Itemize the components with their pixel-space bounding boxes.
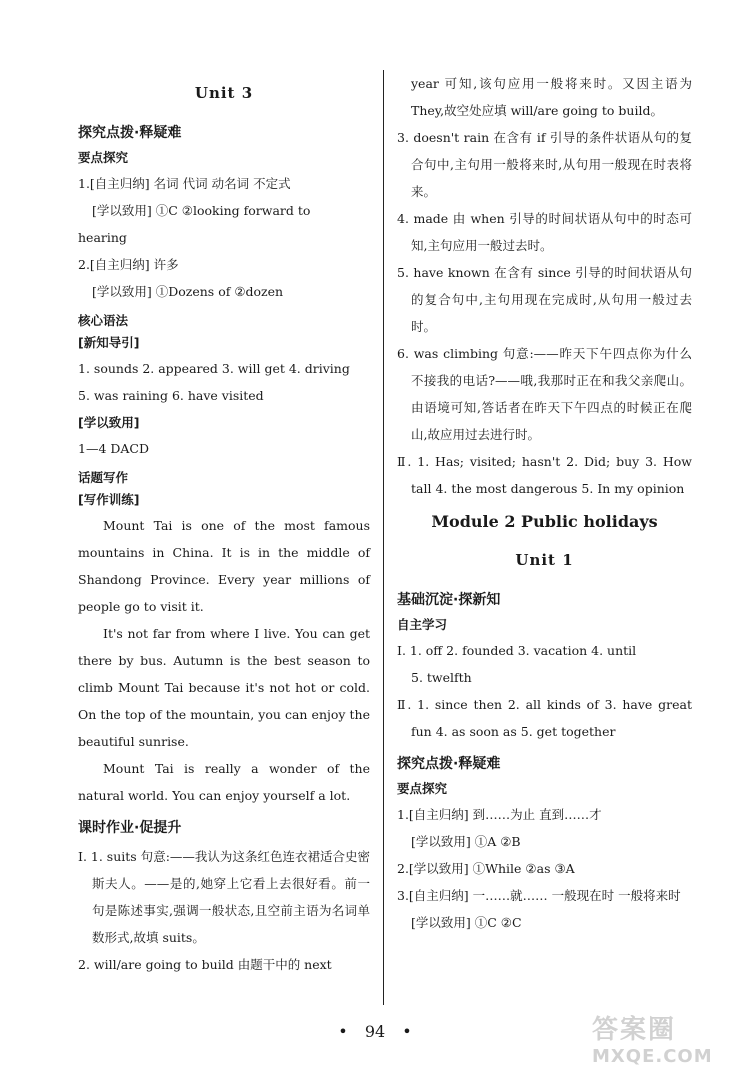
bracket-heading: [学以致用] <box>78 415 140 430</box>
subsection-heading: 要点探究 <box>78 150 129 165</box>
section-heading: 基础沉淀·探新知 <box>397 592 501 608</box>
answer-line: Ⅰ. 1. off 2. founded 3. vacation 4. until <box>397 643 637 658</box>
answer-item: 4. made 由 when 引导的时间状语从句中的时态可知,主句应用一般过去时。 <box>397 211 692 253</box>
left-column <box>78 70 370 978</box>
answer-line: [学以致用] ①C ②looking forward to <box>92 203 311 218</box>
answer-line: [学以致用] ①C ②C <box>411 915 522 930</box>
watermark-text: 答案圈 <box>592 1015 677 1045</box>
footer-dot: • <box>338 1022 348 1041</box>
subsection-heading: 话题写作 <box>78 470 129 485</box>
answer-item: 5. have known 在含有 since 引导的时间状语从句的复合句中,主句用现在完成时,从句用一般过去时。 <box>397 265 692 334</box>
section-heading: 探究点拨·释疑难 <box>397 756 501 772</box>
answer-line: 1. sounds 2. appeared 3. will get 4. driving <box>78 361 350 376</box>
subsection-heading: 自主学习 <box>397 617 448 632</box>
answer-line: 5. was raining 6. have visited <box>78 388 264 403</box>
answer-line: 1—4 DACD <box>78 441 150 456</box>
answer-item: Ⅱ. 1. since then 2. all kinds of 3. have great fun 4. as soon as 5. get together <box>397 697 692 739</box>
column-divider <box>383 70 384 1005</box>
footer-dot: • <box>402 1022 412 1041</box>
right-column <box>397 70 692 936</box>
watermark-logo <box>592 1009 732 1067</box>
bracket-heading: [新知导引] <box>78 335 140 350</box>
essay-paragraph: Mount Tai is really a wonder of the natural world. You can enjoy yourself a lot. <box>78 761 370 803</box>
section-heading: 课时作业·促提升 <box>78 820 182 836</box>
page-number: 94 <box>364 1022 386 1041</box>
section-heading: 探究点拨·释疑难 <box>78 125 182 141</box>
watermark-url: MXQE.COM <box>592 1046 713 1067</box>
answer-item: year 可知,该句应用一般将来时。又因主语为 They,故空处应填 will/are going to build。 <box>411 76 692 118</box>
bracket-heading: [写作训练] <box>78 492 140 507</box>
answer-item: 3. doesn't rain 在含有 if 引导的条件状语从句的复合句中,主句用一般将来时,从句用一般现在时表将来。 <box>397 130 692 199</box>
answer-line: 1.[自主归纳] 名词 代词 动名词 不定式 <box>78 176 291 191</box>
answer-item: 3.[自主归纳] 一……就…… 一般现在时 一般将来时 <box>397 888 681 903</box>
subsection-heading: 要点探究 <box>397 781 448 796</box>
module-title: Module 2 Public holidays <box>431 512 658 531</box>
answer-line: 2.[学以致用] ①While ②as ③A <box>397 861 575 876</box>
answer-line: [学以致用] ①A ②B <box>411 834 521 849</box>
unit-title: Unit 1 <box>515 551 574 569</box>
unit-title: Unit 3 <box>194 84 254 102</box>
subsection-heading: 核心语法 <box>78 313 129 328</box>
answer-item: Ⅰ. 1. suits 句意:——我认为这条红色连衣裙适合史密斯夫人。——是的,她穿上它看上去很好看。前一句是陈述事实,强调一般状态,且空前主语为名词单数形式,故填 suits。 <box>78 849 370 945</box>
answer-line: [学以致用] ①Dozens of ②dozen <box>92 284 284 299</box>
answer-item: Ⅱ. 1. Has; visited; hasn't 2. Did; buy 3. How tall 4. the most dangerous 5. In my opinion <box>397 454 692 496</box>
answer-item: 2. will/are going to build 由题干中的 next <box>78 957 332 972</box>
essay-paragraph: It's not far from where I live. You can get there by bus. Autumn is the best season to climb Mount Tai because it's not hot or cold. On the top of the mountain, you can enjoy the beautiful sunrise. <box>78 626 370 749</box>
answer-line: 2.[自主归纳] 许多 <box>78 257 179 272</box>
answer-line: 5. twelfth <box>411 670 472 685</box>
answer-item: 6. was climbing 句意:——昨天下午四点你为什么不接我的电话?——哦,我那时正在和我父亲爬山。由语境可知,答话者在昨天下午四点的时候正在爬山,故应用过去进行时。 <box>397 346 692 442</box>
answer-line: 1.[自主归纳] 到……为止 直到……才 <box>397 807 602 822</box>
answer-line: hearing <box>78 230 127 245</box>
essay-paragraph: Mount Tai is one of the most famous mountains in China. It is in the middle of Shandong Province. Every year millions of people go to visit it. <box>78 518 370 614</box>
